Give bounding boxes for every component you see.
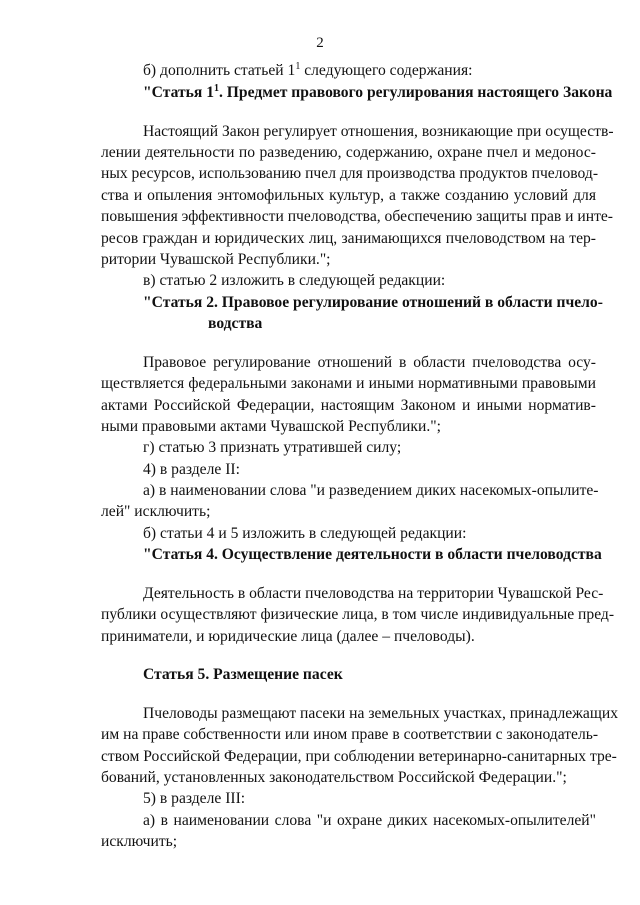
article-2-heading-cont: водства	[208, 315, 263, 332]
article-1-1-body-line: Настоящий Закон регулирует отношения, возникающие при осуществ-	[143, 123, 614, 140]
article-4-heading: "Статья 4. Осуществление деятельности в области пчеловодства	[143, 546, 602, 563]
article-1-1-body-line: ства и опыления энтомофильных культур, а также созданию условий для	[101, 187, 596, 204]
article-1-1-body-line: ных ресурсов, использованию пчел для производства продуктов пчеловод-	[101, 165, 599, 182]
article-2-heading: "Статья 2. Правовое регулирование отношений в области пчело-	[143, 294, 603, 311]
article-4-body-line: приниматели, и юридические лица (далее – пчеловоды).	[101, 628, 475, 645]
article-4-body-line: публики осуществляют физические лица, в том числе индивидуальные пред-	[101, 606, 615, 623]
amendment-item-b-add-article: б) дополнить статьей $1^1$ следующего содержания:	[143, 61, 473, 79]
article-2-body-line: Правовое регулирование отношений в области пчеловодства осу-	[143, 354, 596, 371]
amendment-item-a-title-words-cont: лей" исключить;	[101, 503, 211, 520]
article-5-body-line: ством Российской Федерации, при соблюдении ветеринарно-санитарных тре-	[101, 748, 617, 765]
article-4-body-line: Деятельность в области пчеловодства на территории Чувашской Рес-	[143, 585, 604, 602]
amendment-item-4-section-2: 4) в разделе II:	[143, 461, 240, 478]
article-1-1-body-line: лении деятельности по разведению, содержанию, охране пчел и медонос-	[101, 144, 596, 161]
article-5-body-line: бований, установленных законодательством Российской Федерации.";	[101, 769, 567, 786]
article-1-1-body-line: ритории Чувашской Республики.";	[101, 251, 331, 268]
article-1-1-heading: "Статья $1^1$. Предмет правового регулирования настоящего Закона	[143, 83, 613, 101]
article-1-1-body-line: ресов граждан и юридических лиц, занимающихся пчеловодством на тер-	[101, 230, 596, 247]
article-5-body-line: Пчеловоды размещают пасеки на земельных участках, принадлежащих	[143, 705, 618, 722]
article-5-heading: Статья 5. Размещение пасек	[143, 666, 343, 683]
article-2-body-line: ществляется федеральными законами и иными нормативными правовыми	[101, 375, 596, 392]
article-5-body-line: им на праве собственности или ином праве в соответствии с законодатель-	[101, 726, 599, 743]
page-number: 2	[316, 35, 324, 51]
amendment-item-a-title-words: а) в наименовании слова "и разведением диких насекомых-опылите-	[143, 482, 599, 499]
amendment-item-g-article-3: г) статью 3 признать утратившей силу;	[143, 439, 402, 456]
amendment-item-5-section-3: 5) в разделе III:	[143, 790, 246, 807]
amendment-item-b-articles-4-5: б) статьи 4 и 5 изложить в следующей редакции:	[143, 525, 467, 542]
amendment-item-a-section-3-title: а) в наименовании слова "и охране диких насекомых-опылителей"	[143, 812, 596, 829]
article-2-body-line: ными правовыми актами Чувашской Республики.";	[101, 418, 441, 435]
article-1-1-body-line: повышения эффективности пчеловодства, обеспечению защиты прав и инте-	[101, 208, 613, 225]
article-2-body-line: актами Российской Федерации, настоящим Законом и иными норматив-	[101, 397, 596, 414]
amendment-item-a-section-3-title-cont: исключить;	[101, 833, 178, 850]
amendment-item-v-article-2: в) статью 2 изложить в следующей редакции:	[143, 272, 446, 289]
